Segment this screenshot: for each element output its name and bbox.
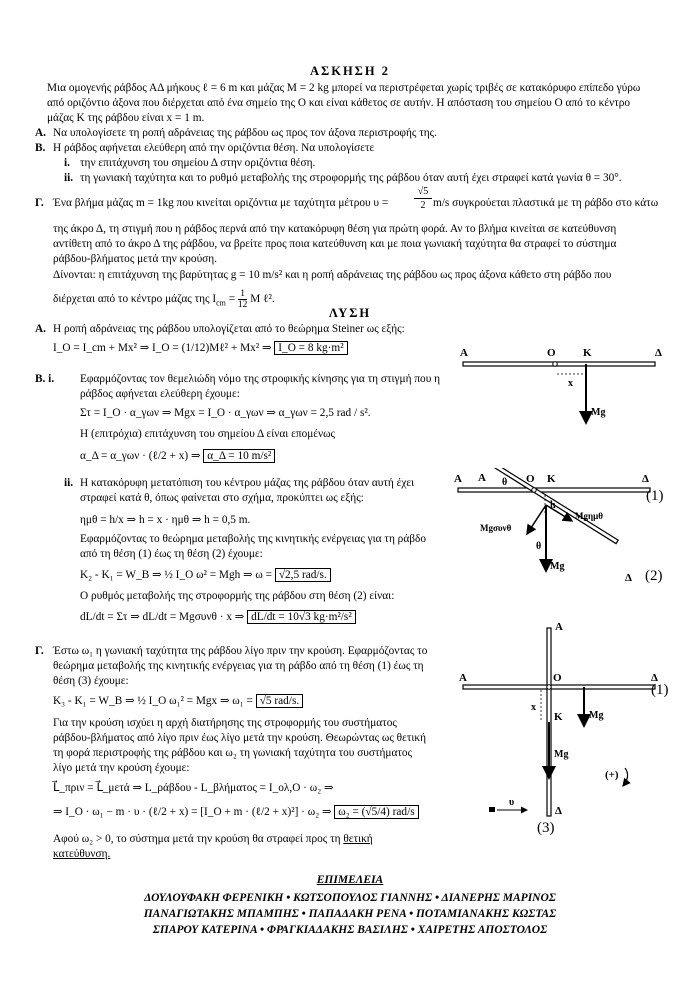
figure-horizontal-rod: [455, 340, 670, 450]
fig2-label-mgsin: Mgημθ: [575, 511, 603, 521]
label-x: x: [568, 378, 573, 389]
fig3-label-position-1: (1): [651, 682, 669, 698]
positive-rotation-arrow: [623, 768, 628, 786]
fig2-label-o: Ο: [526, 473, 535, 485]
question-g-line1b: m/s συγκρούεται πλαστικά με τη ράβδο στο κάτω: [433, 197, 659, 209]
pivot-o-3: [547, 685, 551, 689]
credits-heading: ΕΠΙΜΕΛΕΙΑ: [316, 874, 384, 886]
question-g-label: Γ.: [35, 197, 44, 209]
solution-g-label: Γ.: [35, 645, 44, 657]
question-g-line2: της άκρο Δ, τη στιγμή που η ράβδος περνά από την κατακόρυφη θέση για πρώτη φορά. Αν το βλήμα κινείται σε κατεύθυνση: [53, 223, 617, 235]
solution-g-line4: Για την κρούση ισχύει η αρχή διατήρησης της στροφορμής του συστήματος: [53, 717, 397, 729]
solution-b-ii-line3: Εφαρμόζοντας το θεώρημα μεταβολής της κινητικής ενέργειας για τη ράβδο: [80, 533, 426, 545]
solution-b-i-line2: ράβδος αφήνεται ελεύθερη έχουμε:: [80, 388, 240, 400]
question-a-text: Να υπολογίσετε τη ροπή αδράνειας της ράβδου ως προς τον άξονα περιστροφής της.: [53, 127, 437, 139]
solution-b-i-label: Β. i.: [35, 373, 55, 385]
solution-b-ii-line2: στραφεί κατά θ, όπως φαίνεται στο σχήμα, προκύπτει ως εξής:: [80, 492, 364, 504]
fig3-label-k: Κ: [554, 711, 563, 723]
solution-a-equation: I_O = I_cm + Mx² ⇒ I_O = (1/12)Mℓ² + Mx² ⇒ I_O = 8 kg·m²: [53, 341, 348, 356]
fig2-label-a-tip: Α: [478, 472, 486, 484]
solution-a-label: Α.: [35, 323, 46, 335]
intro-line-2: από οριζόντιο άξονα που διέρχεται από ένα σημείο της Ο και είναι κάθετος σε αυτήν. Η απόσταση του σημείου Ο από το κέντρο: [47, 97, 631, 109]
solution-title: ΛΥΣΗ: [328, 306, 372, 320]
solution-b-ii-result2: dL/dt = 10√3 kg·m²/s²: [247, 610, 356, 624]
question-g-line1a: Ένα βλήμα μάζας m = 1kg που κινείται οριζόντια με ταχύτητα μέτρου υ =: [53, 197, 389, 209]
fig3-label-o: Ο: [553, 672, 562, 684]
solution-b-ii-eq3: dL/dt = Στ ⇒ dL/dt = Mgσυνθ · x ⇒ dL/dt = 10√3 kg·m²/s²: [80, 610, 356, 625]
fig2-label-k: Κ: [547, 473, 556, 485]
fig3-label-a: Α: [459, 672, 467, 684]
solution-g-eq2: L⃗_πριν = L⃗_μετά ⇒ L_ράβδου - L_βλήματος = I_ολ,Ο · ω₂ ⇒: [53, 782, 334, 794]
solution-b-ii-line5: Ο ρυθμός μεταβολής της στροφορμής της ράβδου στη θέση (2) είναι:: [80, 590, 395, 602]
fig2-label-d: Δ: [642, 473, 649, 485]
solution-g-line1: Έστω ω₁ η γωνιακή ταχύτητα της ράβδου λίγο πριν την κρούση. Εφαρμόζοντας το: [53, 645, 428, 657]
intro-line-3: μάζας Κ της ράβδου είναι x = 1 m.: [47, 112, 205, 124]
rod-horizontal-position-1b: [463, 685, 655, 689]
given-line2: διέρχεται από το κέντρο μάζας της $I_{cm}$ = $\frac{1}{12}$ M ℓ².: [53, 289, 275, 310]
solution-g-result2: ω₂ = (√5/4) rad/s: [334, 805, 418, 819]
fig2-label-theta2: θ: [536, 541, 542, 552]
intro-line-1: Μια ομογενής ράβδος ΑΔ μήκους ℓ = 6 m και μάζας M = 2 kg μπορεί να περιστρέφεται χωρίς τριβές σε κατακόρυφο επίπεδο γύρω: [47, 82, 641, 94]
given-line1: Δίνονται: η επιτάχυνση της βαρύτητας g = 10 m/s² και η ροπή αδράνειας της ράβδου ως προς άξονα κάθετο στη ράβδο που: [53, 269, 612, 281]
solution-b-i-eq1: Στ = I_O · α_γων ⇒ Mgx = I_O · α_γων ⇒ α_γων = 2,5 rad / s².: [80, 407, 371, 419]
question-b-ii-text: τη γωνιακή ταχύτητα και το ρυθμό μεταβολής της στροφορμής της ράβδου όταν αυτή έχει στραφεί κατά γωνία θ = 30°.: [80, 172, 622, 184]
figure-rotated-rod: [450, 468, 675, 593]
question-g-frac-num: √5: [414, 186, 432, 199]
solution-b-ii-label: ii.: [64, 477, 74, 489]
label-o: Ο: [547, 347, 556, 359]
fig3-label-x: x: [531, 702, 536, 713]
solution-g-eq1: K₃ - K₁ = W_B ⇒ ½ I_O ω₁² = Mgx ⇒ ω₁ = √5 rad/s.: [53, 694, 303, 709]
credits-line-2: ΠΑΝΑΓΙΩΤΑΚΗΣ ΜΠΑΜΠΗΣ • ΠΑΠΑΔΑΚΗ ΡΕΝΑ • ΠΟΤΑΜΙΑΝΑΚΗΣ ΚΩΣΤΑΣ: [143, 908, 557, 920]
question-a-label: Α.: [35, 127, 46, 139]
fig2-label-mgcos: Mgσυνθ: [480, 523, 512, 533]
solution-g-eq3: ⇒ I_O · ω₁ − m · υ · (ℓ/2 + x) = [I_O + m · (ℓ/2 + x)²] · ω₂ ⇒ ω₂ = (√5/4) rad/s: [53, 805, 419, 820]
question-g-frac-den: 2: [420, 200, 426, 211]
solution-g-line3: θέση (3) έχουμε:: [53, 675, 129, 687]
fig2-label-theta: θ: [502, 477, 508, 488]
positive-direction-text: θετική: [343, 833, 373, 845]
fig3-label-mg2: Mg: [554, 749, 569, 760]
pivot-o: [553, 362, 557, 366]
solution-a-text: Η ροπή αδράνειας της ράβδου υπολογίζεται από το θεώρημα Steiner ως εξής:: [53, 323, 405, 335]
solution-g-line2: θεώρημα μεταβολής της κινητικής ενέργειας για τη ράβδο από τη θέση (1) έως τη: [53, 660, 424, 672]
exercise-title: ΑΣΚΗΣΗ 2: [310, 64, 390, 78]
solution-g-conclusion: Αφού ω₂ > 0, το σύστημα μετά την κρούση θα στραφεί προς τη θετική: [53, 833, 373, 845]
fig2-label-a: Α: [454, 473, 462, 485]
label-k: Κ: [583, 347, 592, 359]
question-b-text: Η ράβδος αφήνεται ελεύθερη από την οριζόντια θέση. Να υπολογίσετε: [53, 142, 375, 154]
solution-b-i-result: α_Δ = 10 m/s²: [203, 449, 275, 463]
projectile: [489, 807, 495, 812]
fig2-label-position-2: (2): [645, 568, 663, 584]
pivot-o-2: [532, 488, 536, 492]
mg-cos-component: [527, 505, 546, 534]
solution-g-line6: τη φορά περιστροφής της ράβδου και ω₂ τη γωνιακή ταχύτητα του συστήματος: [53, 747, 413, 759]
solution-b-ii-line4: από τη θέση (1) έως τη θέση (2) έχουμε:: [80, 548, 263, 560]
rod-horizontal: [463, 362, 655, 366]
fig2-label-mg: Mg: [550, 561, 565, 572]
solution-b-ii-eq2: K₂ - K₁ = W_B ⇒ ½ I_O ω² = Mgh ⇒ ω = √2,5 rad/s.: [80, 568, 331, 583]
solution-b-ii-result1: √2,5 rad/s.: [275, 568, 331, 582]
solution-g-result1: √5 rad/s.: [256, 694, 303, 708]
fig3-label-plus: (+): [605, 769, 619, 781]
fig3-label-d-bottom: Δ: [555, 805, 562, 817]
credits-line-1: ΔΟΥΛΟΥΦΑΚΗ ΦΕΡΕΝΙΚΗ • ΚΩΤΣΟΠΟΥΛΟΣ ΓΙΑΝΝΗΣ • ΔΙΑΝΕΡΗΣ ΜΑΡΙΝΟΣ: [144, 892, 556, 904]
question-b-i-text: την επιτάχυνση του σημείου Δ στην οριζόντια θέση.: [80, 157, 316, 169]
fig3-label-mg1: Mg: [589, 710, 604, 721]
fig2-label-d-tip: Δ: [625, 572, 632, 584]
fig2-label-position-1: (1): [646, 488, 664, 504]
credits-line-3: ΣΠΑΡΟΥ ΚΑΤΕΡΙΝΑ • ΦΡΑΓΚΙΑΔΑΚΗΣ ΒΑΣΙΛΗΣ • ΧΑΙΡΕΤΗΣ ΑΠΟΣΤΟΛΟΣ: [152, 924, 548, 936]
question-g-line3: αντίθετη από το άκρο Δ της ράβδου, να βρείτε προς ποια κατεύθυνση και με ποια γωνιακή ταχύτητα θα στραφεί το σύστημα: [53, 238, 617, 250]
solution-b-i-line3: Η (επιτρόχια) επιτάχυνση του σημείου Δ είναι επομένως: [80, 428, 336, 440]
fig3-label-v: υ: [509, 797, 515, 808]
solution-g-line7: λίγο μετά την κρούση έχουμε:: [53, 762, 190, 774]
solution-a-result: I_O = 8 kg·m²: [274, 341, 347, 355]
question-b-i-label: i.: [64, 157, 70, 169]
label-d: Δ: [655, 347, 662, 359]
label-mg: Mg: [591, 407, 606, 418]
solution-b-i-eq2: α_Δ = α_γων · (ℓ/2 + x) ⇒ α_Δ = 10 m/s²: [80, 449, 275, 464]
label-a: Α: [460, 347, 468, 359]
fig3-label-a-top: Α: [555, 621, 563, 633]
solution-g-line5: ράβδου-βλήματος από λίγο πριν έως λίγο μετά την κρούση. Θεωρώντας ως θετική: [53, 732, 426, 744]
solution-g-conclusion2: κατεύθυνση.: [53, 848, 111, 860]
question-b-label: Β.: [35, 142, 46, 154]
fig3-label-position-3: (3): [537, 820, 555, 836]
solution-b-ii-eq1: ημθ = h/x ⇒ h = x · ημθ ⇒ h = 0,5 m.: [80, 514, 251, 526]
fig2-label-h: h: [550, 500, 556, 511]
solution-b-i-line1: Εφαρμόζοντας τον θεμελιώδη νόμο της στροφικής κίνησης για τη στιγμή που η: [80, 373, 441, 385]
solution-b-ii-line1: Η κατακόρυφη μετατόπιση του κέντρου μάζας της ράβδου όταν αυτή έχει: [80, 477, 415, 489]
question-g-line4: ράβδου-βλήματος μετά την κρούση.: [53, 253, 217, 265]
rod-horizontal-position-1: [458, 488, 650, 492]
question-b-ii-label: ii.: [64, 172, 74, 184]
figure-vertical-rod: [455, 618, 675, 838]
fig3-label-d: Δ: [651, 672, 658, 684]
